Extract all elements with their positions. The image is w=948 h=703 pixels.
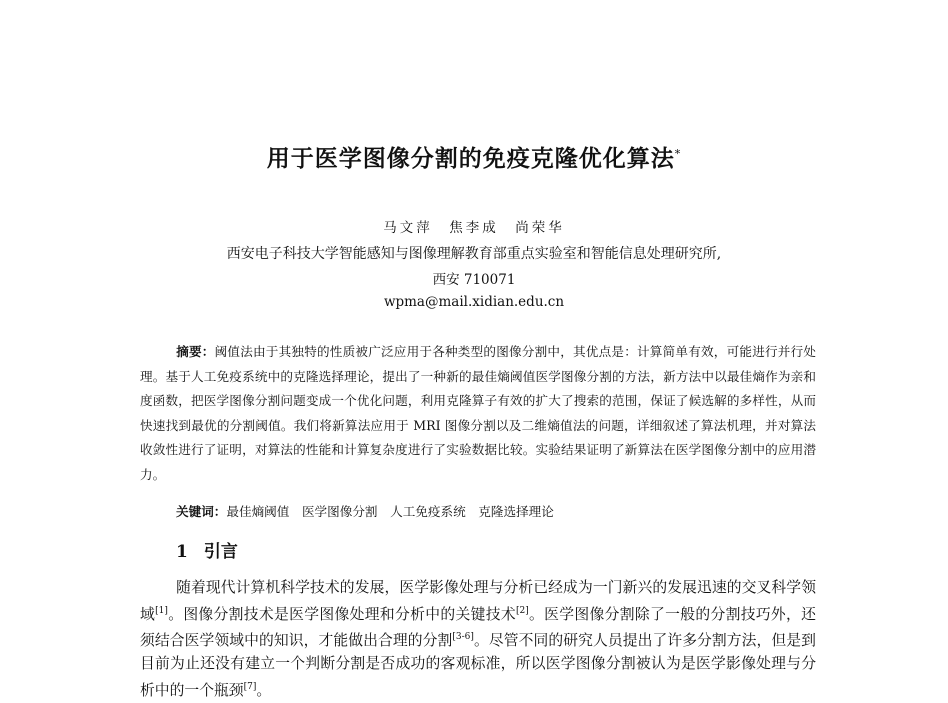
keywords-label: 关键词： [176, 504, 227, 519]
section-title: 引言 [203, 542, 238, 562]
citation-2: [2] [515, 605, 529, 616]
postal-address: 西安 710071 [432, 272, 516, 288]
section-heading [176, 537, 238, 562]
intro-text-2: 。图像分割技术是医学图像处理和分析中的关键技术 [167, 605, 516, 623]
citation-4: [7] [243, 681, 257, 692]
section-number: 1 [176, 542, 188, 562]
abstract-text: 阈值法由于其独特的性质被广泛应用于各种类型的图像分割中，其优点是：计算简单有效，可能进行并行处理。基于人工免疫系统中的克隆选择理论，提出了一种新的最佳熵阈值医学图像分割的方法，新方法中以最佳熵作为亲和度函数，把医学图像分割问题变成一个优化问题，利用克隆算子有效的扩大了搜索的范围，保证了候选解的多样性，从而快速找到最优的分割阈值。我们将新算法应用于 MRI 图像分割以及二维熵值法的问题，详细叙述了算法机理，并对算法收敛性进行了证明，对算法的性能和计算复杂度进行了实验数据比较。实验结果证明了新算法在医学图像分割中的应用潜力。 [140, 344, 817, 482]
citation-3: [3-6] [452, 631, 474, 642]
title-text: 用于医学图像分割的免疫克隆优化算法 [266, 145, 675, 172]
intro-text-3: 。医学图像分割除了一般的分割技巧外，还须结合医学领域中的知识，才能做出合理的分割 [140, 605, 816, 649]
abstract [140, 340, 816, 487]
title-footnote-mark: * [674, 147, 682, 161]
abstract-label: 摘要： [176, 344, 215, 359]
citation-1: [1] [155, 605, 168, 616]
keywords [176, 501, 554, 520]
intro-text-5: 。 [256, 681, 272, 699]
intro-text-4: 。尽管不同的研究人员提出了许多分割方法，但是到目前为止还没有建立一个判断分割是否成功的客观标准，所以医学图像分割被认为是医学影像处理与分析中的一个瓶颈 [140, 631, 816, 699]
author-email: wpma@mail.xidian.edu.cn [383, 294, 565, 310]
affiliation: 西安电子科技大学智能感知与图像理解教育部重点实验室和智能信息处理研究所, [226, 246, 722, 262]
intro-text-1: 随着现代计算机科学技术的发展，医学影像处理与分析已经成为一门新兴的发展迅速的交叉科学领域 [140, 579, 816, 623]
keywords-text: 最佳熵阈值 医学图像分割 人工免疫系统 克隆选择理论 [226, 504, 554, 519]
paper-title [0, 140, 948, 173]
authors: 马文萍 焦李成 尚荣华 [383, 220, 565, 236]
intro-paragraph [140, 576, 816, 702]
